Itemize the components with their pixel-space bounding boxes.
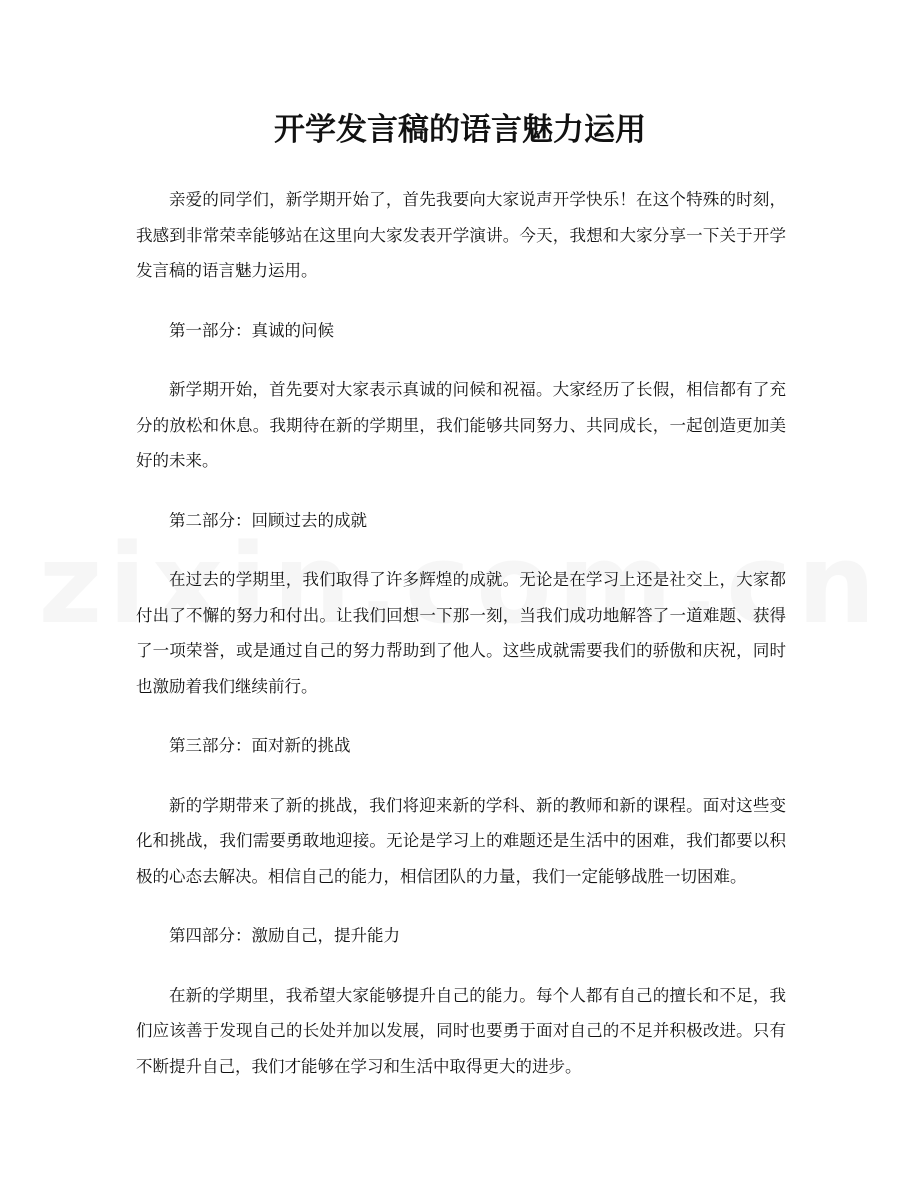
section-heading-1: 第一部分：真诚的问候 xyxy=(169,320,334,340)
section-heading-2: 第二部分：回顾过去的成就 xyxy=(169,510,367,530)
document-title: 开学发言稿的语言魅力运用 xyxy=(274,112,646,148)
document-body xyxy=(136,182,786,1108)
paragraph-section-3: 新的学期带来了新的挑战，我们将迎来新的学科、新的教师和新的课程。面对这些变化和挑战，我们需要勇敢地迎接。无论是学习上的难题还是生活中的困难，我们都要以积极的心态去解决。相信自己的能力，相信团队的力量，我们一定能够战胜一切困难。 xyxy=(136,795,786,886)
paragraph-section-4: 在新的学期里，我希望大家能够提升自己的能力。每个人都有自己的擅长和不足，我们应该善于发现自己的长处并加以发展，同时也要勇于面对自己的不足并积极改进。只有不断提升自己，我们才能够在学习和生活中取得更大的进步。 xyxy=(136,985,786,1076)
paragraph-section-1: 新学期开始，首先要对大家表示真诚的问候和祝福。大家经历了长假，相信都有了充分的放松和休息。我期待在新的学期里，我们能够共同努力、共同成长，一起创造更加美好的未来。 xyxy=(136,380,786,470)
section-heading-4: 第四部分：激励自己，提升能力 xyxy=(169,926,400,945)
section-heading-3: 第三部分：面对新的挑战 xyxy=(169,736,351,755)
paragraph-intro: 亲爱的同学们，新学期开始了，首先我要向大家说声开学快乐！在这个特殊的时刻，我感到非常荣幸能够站在这里向大家发表开学演讲。今天，我想和大家分享一下关于开学发言稿的语言魅力运用。 xyxy=(136,190,786,280)
paragraph-section-2: 在过去的学期里，我们取得了许多辉煌的成就。无论是在学习上还是社交上，大家都付出了不懈的努力和付出。让我们回想一下那一刻，当我们成功地解答了一道难题、获得了一项荣誉，或是通过自己的努力帮助到了他人。这些成就需要我们的骄傲和庆祝，同时也激励着我们继续前行。 xyxy=(136,570,786,696)
